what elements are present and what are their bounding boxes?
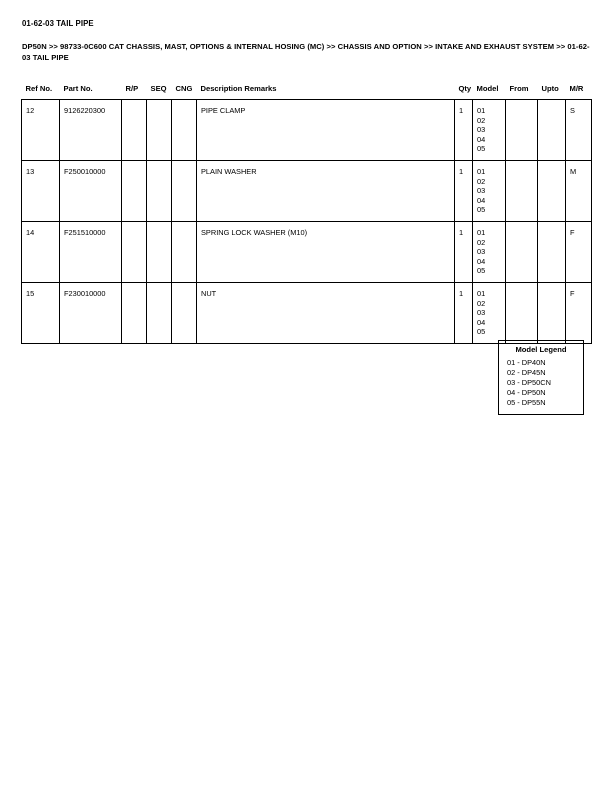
cell-ref-no: 14	[22, 221, 60, 282]
cell-qty: 1	[455, 160, 473, 221]
cell-mr: S	[566, 100, 592, 161]
model-code: 02	[477, 176, 486, 186]
column-header-seq: SEQ	[150, 84, 167, 93]
cell-upto	[538, 221, 566, 282]
cell-model	[473, 282, 506, 343]
model-code: 05	[477, 144, 486, 154]
column-header-description: Description Remarks	[200, 84, 277, 93]
column-header-cng: CNG	[175, 84, 193, 93]
model-code: 03	[477, 308, 486, 318]
column-header-upto: Upto	[541, 84, 559, 93]
model-code: 04	[477, 256, 486, 266]
table-row	[22, 221, 592, 282]
cell-description: PLAIN WASHER	[197, 160, 455, 221]
cell-from	[506, 221, 538, 282]
model-code: 01	[477, 166, 486, 176]
table-row	[22, 160, 592, 221]
cell-upto	[538, 282, 566, 343]
cell-seq	[147, 221, 172, 282]
cell-cng	[172, 100, 197, 161]
cell-ref-no: 12	[22, 100, 60, 161]
cell-seq	[147, 160, 172, 221]
column-header-qty: Qty	[458, 84, 472, 93]
model-code: 05	[477, 205, 486, 215]
cell-rp	[122, 100, 147, 161]
cell-from	[506, 160, 538, 221]
column-header-mr: M/R	[569, 84, 584, 93]
cell-ref-no: 15	[22, 282, 60, 343]
cell-model	[473, 100, 506, 161]
model-code: 05	[477, 327, 486, 337]
cell-mr: M	[566, 160, 592, 221]
column-header-model: Model	[476, 84, 499, 93]
model-legend-item: 04 - DP50N	[507, 388, 546, 397]
model-code: 05	[477, 266, 486, 276]
model-code: 03	[477, 186, 486, 196]
cell-ref-no: 13	[22, 160, 60, 221]
page-title: 01-62-03 TAIL PIPE	[22, 19, 94, 28]
cell-part-no: F250010000	[60, 160, 122, 221]
model-legend-item: 05 - DP55N	[507, 398, 546, 407]
table-row	[22, 100, 592, 161]
model-code: 03	[477, 125, 486, 135]
breadcrumb: DP50N >> 98733-0C600 CAT CHASSIS, MAST, OPTIONS & INTERNAL HOSING (MC) >> CHASSIS AND OPTION >> INTAKE AND EXHAUST SYSTEM >> 01-62-03 TAIL PIPE	[22, 42, 590, 62]
cell-part-no: 9126220300	[60, 100, 122, 161]
column-header-ref-no: Ref No.	[25, 84, 53, 93]
model-code: 01	[477, 106, 486, 115]
model-code: 01	[477, 227, 486, 237]
cell-part-no: F230010000	[60, 282, 122, 343]
cell-mr: F	[566, 221, 592, 282]
parts-table	[21, 84, 592, 344]
cell-from	[506, 100, 538, 161]
cell-model	[473, 221, 506, 282]
cell-qty: 1	[455, 100, 473, 161]
model-legend-title: Model Legend	[515, 345, 567, 354]
column-header-rp: R/P	[125, 84, 139, 93]
column-header-from: From	[509, 84, 529, 93]
cell-from	[506, 282, 538, 343]
cell-description: PIPE CLAMP	[197, 100, 455, 161]
column-header-part-no: Part No.	[63, 84, 93, 93]
model-legend-item: 02 - DP45N	[507, 368, 546, 377]
model-code: 02	[477, 298, 486, 308]
model-legend-item: 03 - DP50CN	[507, 378, 551, 387]
cell-description: SPRING LOCK WASHER (M10)	[197, 221, 455, 282]
model-legend-item: 01 - DP40N	[507, 358, 546, 367]
cell-description: NUT	[197, 282, 455, 343]
cell-qty: 1	[455, 221, 473, 282]
cell-cng	[172, 221, 197, 282]
cell-seq	[147, 100, 172, 161]
cell-qty: 1	[455, 282, 473, 343]
cell-rp	[122, 221, 147, 282]
model-code: 02	[477, 237, 486, 247]
cell-model	[473, 160, 506, 221]
cell-rp	[122, 160, 147, 221]
model-legend	[498, 340, 584, 415]
cell-cng	[172, 160, 197, 221]
model-code: 03	[477, 247, 486, 257]
model-code: 01	[477, 288, 486, 298]
model-code: 04	[477, 317, 486, 327]
cell-cng	[172, 282, 197, 343]
cell-part-no: F251510000	[60, 221, 122, 282]
model-code: 02	[477, 115, 486, 125]
table-header-row	[22, 84, 592, 100]
cell-mr: F	[566, 282, 592, 343]
cell-seq	[147, 282, 172, 343]
model-code: 04	[477, 134, 486, 144]
model-code: 04	[477, 195, 486, 205]
cell-upto	[538, 160, 566, 221]
cell-rp	[122, 282, 147, 343]
cell-upto	[538, 100, 566, 161]
table-row	[22, 282, 592, 343]
